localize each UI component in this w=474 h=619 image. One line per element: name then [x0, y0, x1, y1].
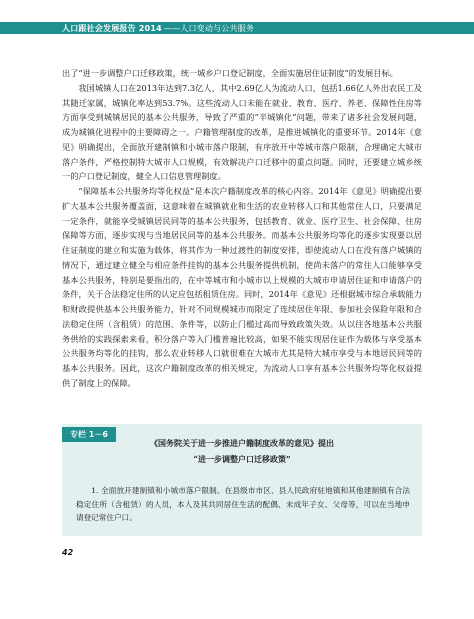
box-title-line1: 《国务院关于进一步推进户籍制度改革的意见》提出: [150, 438, 334, 448]
sidebar-box: [62, 424, 422, 536]
paragraph-1: 出了“进一步调整户口迁移政策，统一城乡户口登记制度，全面实施居住证制度”的发展目标。: [62, 68, 398, 78]
body-text: [62, 66, 422, 391]
paragraph-2: 我国城镇人口在2013年达到7.3亿人，其中2.69亿人为流动人口，包括1.66亿人外出农民工及其随迁家属，城镇化率达到53.7%。这些流动人口未能在就业、教育、医疗、养老、保障性住房等方面享受到城镇居民的基本公共服务，导致了严重的“半城镇化”问题，带来了诸多社会发展问题，成为城镇化进程中的主要障碍之一。户籍管理制度的改革，是推进城镇化的重要环节。2014年《意见》明确提出，全面放开建制镇和小城市落户限制，有序放开中等城市落户限制，合理确定大城市落户条件，严格控制特大城市人口规模，有效解决户口迁移中的重点问题。同时，还要建立城乡统一的户口登记制度，健全人口信息管理制度。: [62, 82, 422, 182]
paragraph-3: “保障基本公共服务均等化权益”是本次户籍制度改革的核心内容。2014年《意见》明确提出要扩大基本公共服务覆盖面，这意味着在城镇就业和生活的农业转移人口和其他常住人口，只要满足一定条件，就能享受城镇居民同等的基本公共服务，包括教育、就业、医疗卫生、社会保障、住房保障等方面，逐步实现与当地居民同等的基本公共服务。而基本公共服务均等化的逐步实现要以居住证制度的建立和实施为载体，将其作为一种过渡性的制度安排，即使流动人口在没有落户城镇的情况下，通过建立健全与相应条件挂钩的基本公共服务提供机制，使尚未落户的常住人口能够享受基本公共服务，特别是要指出的，在中等城市和小城市以上规模的大城市申请居住证和申请落户的条件，关于合法稳定住所的认定应包括租赁住房。同时，2014年《意见》还根据城市综合承载能力和财政提供基本公共服务能力，针对不同规模城市而限定了连续居住年限、参加社会保险年限和合法稳定住所（含租赁）的范围、条件等，以防止门槛过高而导致政策失效。从以往各地基本公共服务供给的实践探索来看，积分落户等入门槛普遍比较高，如果不能实现居住证作为载体与享受基本公共服务均等化的挂钩，那么农业转移人口就很难在大城市尤其是特大城市享受与本地居民同等的基本公共服务。因此，这次户籍制度改革的相关规定，为流动人口享有基本公共服务均等化权益提供了制度上的保障。: [62, 186, 422, 388]
book-title-text: 人口跟社会发展报告 2014: [62, 23, 162, 33]
box-body: 1. 全面放开建制镇和小城市落户限制。在县级市市区、县人民政府驻地镇和其他建制镇有合法稳定住所（含租赁）的人员，本人及其共同居住生活的配偶、未成年子女、父母等，可以在当地申请登记常住户口。: [76, 486, 410, 522]
header-band: [0, 22, 474, 34]
box-title-line2: “进一步调整户口迁移政策”: [193, 454, 291, 464]
book-title: [0, 23, 254, 34]
section-title: ——人口变动与公共服务: [163, 23, 255, 33]
page-number: 42: [62, 548, 74, 557]
box-tab-label: 专栏 1－6: [62, 427, 116, 442]
